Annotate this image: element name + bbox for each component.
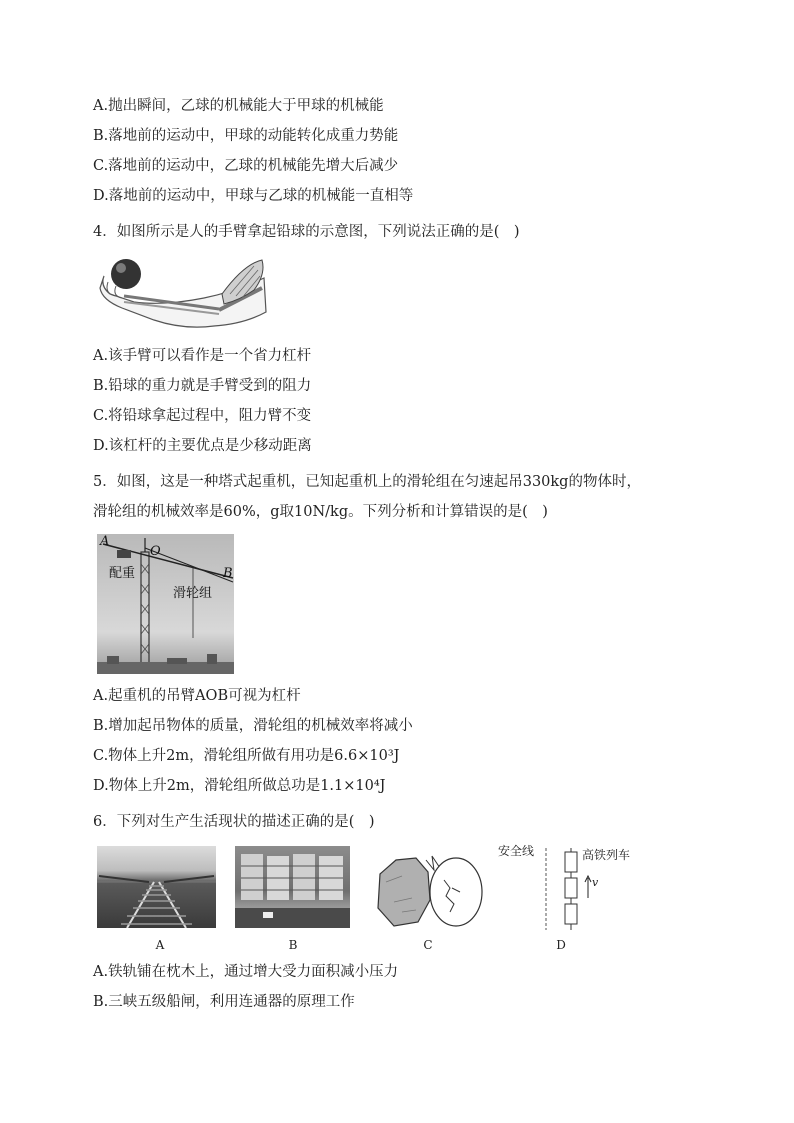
figure-caption-b: B: [288, 938, 298, 952]
q4-stem: 4．如图所示是人的手臂拿起铅球的示意图，下列说法正确的是( ): [93, 224, 520, 240]
q3-option-b: B.落地前的运动中，甲球的动能转化成重力势能: [93, 128, 399, 144]
crane-label-counterweight: 配重: [109, 566, 136, 581]
figure-caption-a: A: [155, 938, 165, 952]
q4-option-c: C.将铅球拿起过程中，阻力臂不变: [93, 408, 312, 424]
ship-lock-photo: [235, 846, 350, 928]
q5-stem-line2: 滑轮组的机械效率是60%，g取10N/kg。下列分析和计算错误的是( ): [93, 504, 548, 520]
q4-option-a: A.该手臂可以看作是一个省力杠杆: [93, 348, 312, 364]
q4-option-d: D.该杠杆的主要优点是少移动距离: [93, 438, 312, 454]
q5-option-d: D.物体上升2m，滑轮组所做总功是1.1×10⁴J: [93, 778, 386, 794]
q5-option-c: C.物体上升2m，滑轮组所做有用功是6.6×10³J: [93, 748, 400, 764]
crane-label-pulley: 滑轮组: [173, 586, 213, 601]
q5-option-b: B.增加起吊物体的质量，滑轮组的机械效率将减小: [93, 718, 413, 734]
q6-option-a: A.铁轨铺在枕木上，通过增大受力面积减小压力: [93, 964, 399, 980]
q3-option-d: D.落地前的运动中，甲球与乙球的机械能一直相等: [93, 188, 414, 204]
figure-caption-c: C: [423, 938, 433, 952]
safety-line-label: 安全线: [498, 844, 535, 858]
figure-caption-d: D: [556, 938, 566, 952]
q4-option-b: B.铅球的重力就是手臂受到的阻力: [93, 378, 312, 394]
railway-track-photo: [97, 846, 216, 928]
train-label: 高铁列车: [582, 848, 631, 862]
q6-stem: 6．下列对生产生活现状的描述正确的是( ): [93, 814, 375, 830]
velocity-label: v: [592, 876, 599, 889]
q5-stem-line1: 5．如图，这是一种塔式起重机，已知起重机上的滑轮组在匀速起吊330kg的物体时，: [93, 474, 641, 490]
q6-option-b: B.三峡五级船闸，利用连通器的原理工作: [93, 994, 355, 1010]
crane-label-b: B: [223, 566, 233, 581]
crane-label-o: O: [150, 544, 161, 559]
tower-crane-photo: [97, 534, 234, 674]
q3-option-c: C.落地前的运动中，乙球的机械能先增大后减少: [93, 158, 399, 174]
q5-option-a: A.起重机的吊臂AOB可视为杠杆: [93, 688, 301, 704]
q3-option-a: A.抛出瞬间，乙球的机械能大于甲球的机械能: [93, 98, 384, 114]
arm-shotput-figure: [94, 254, 270, 334]
train-safety-line-figure: [496, 842, 646, 932]
stone-egg-figure: [372, 852, 484, 930]
crane-label-a: A: [100, 534, 110, 549]
